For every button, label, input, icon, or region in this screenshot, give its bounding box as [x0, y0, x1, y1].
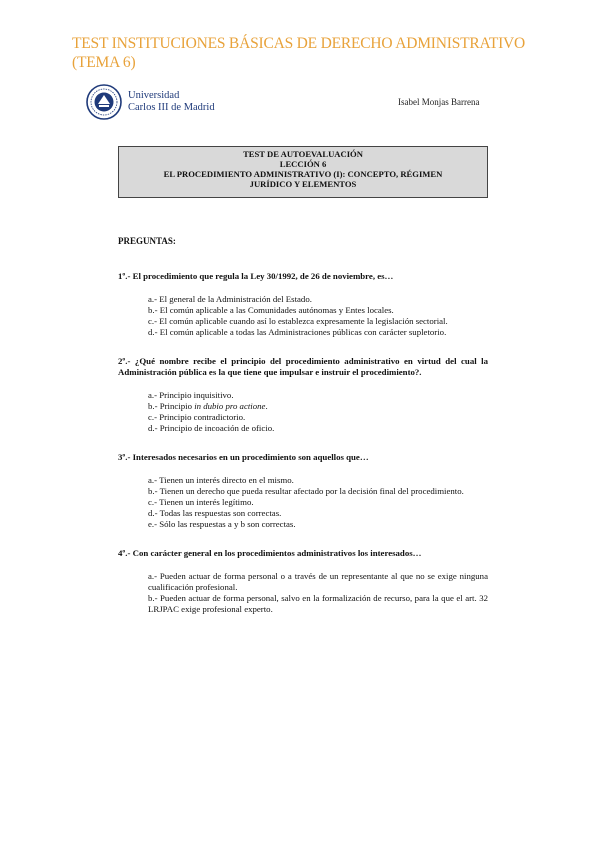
header-line-4: JURÍDICO Y ELEMENTOS	[249, 179, 357, 189]
option-italic-text: in dubio pro actione	[194, 401, 266, 411]
option-text: b.- Principio	[148, 401, 195, 411]
question-2-options	[148, 390, 488, 434]
question-3: 3º.- Interesados necesarios en un procedimiento son aquellos que…	[118, 452, 369, 462]
option-text: a.- Tienen un interés directo en el mismo.	[148, 475, 294, 485]
option-text: b.- Pueden actuar de forma personal, salvo en la formalización de recurso, para la que el art. 32 LRJPAC exige profesional experto.	[148, 593, 488, 614]
option-text: d.- Principio de incoación de oficio.	[148, 423, 275, 433]
option-text: e.- Sólo las respuestas a y b son correctas.	[148, 519, 296, 529]
header-line-1: TEST DE AUTOEVALUACIÓN	[243, 149, 363, 159]
option-text: a.- El general de la Administración del Estado.	[148, 294, 312, 304]
option-text: a.- Pueden actuar de forma personal o a través de un representante al que no se exige ninguna cualificación profesional.	[148, 571, 488, 592]
questions-content	[118, 236, 488, 633]
question-1-options	[148, 294, 488, 338]
option-text-mixed	[148, 401, 488, 412]
university-logo	[86, 83, 215, 121]
option-text: c.- Tienen un interés legítimo.	[148, 497, 254, 507]
document-title: TEST INSTITUCIONES BÁSICAS DE DERECHO ADMINISTRATIVO (TEMA 6)	[72, 35, 526, 71]
test-header-box	[118, 146, 488, 198]
question-1: 1º.- El procedimiento que regula la Ley 30/1992, de 26 de noviembre, es…	[118, 271, 394, 281]
option-text: b.- Tienen un derecho que pueda resultar afectado por la decisión final del procedimiento.	[148, 486, 464, 496]
option-text: a.- Principio inquisitivo.	[148, 390, 234, 400]
option-text: c.- El común aplicable cuando así lo establezca expresamente la legislación sectorial.	[148, 316, 448, 326]
option-text: b.- El común aplicable a las Comunidades autónomas y Entes locales.	[148, 305, 394, 315]
option-text: c.- Principio contradictorio.	[148, 412, 246, 422]
university-seal-icon	[86, 84, 122, 120]
section-label: PREGUNTAS:	[118, 236, 176, 246]
question-4: 4º.- Con carácter general en los procedimientos administrativos los interesados…	[118, 548, 422, 558]
header-line-3: EL PROCEDIMIENTO ADMINISTRATIVO (I): CONCEPTO, RÉGIMEN	[163, 169, 443, 179]
logo-line-2: Carlos III de Madrid	[128, 102, 215, 113]
option-text: d.- Todas las respuestas son correctas.	[148, 508, 282, 518]
question-3-options	[148, 475, 488, 530]
logo-line-1: Universidad	[128, 90, 180, 101]
question-4-options	[148, 571, 488, 615]
option-text: .	[265, 401, 268, 411]
author-name: Isabel Monjas Barrena	[398, 97, 480, 107]
header-line-2: LECCIÓN 6	[279, 159, 327, 169]
option-text: d.- El común aplicable a todas las Administraciones públicas con carácter supletorio.	[148, 327, 447, 337]
question-2: 2º.- ¿Qué nombre recibe el principio del procedimiento administrativo en virtud del cual la Administración pública es la que tiene que impulsar e instruir el procedimiento?.	[118, 356, 488, 377]
